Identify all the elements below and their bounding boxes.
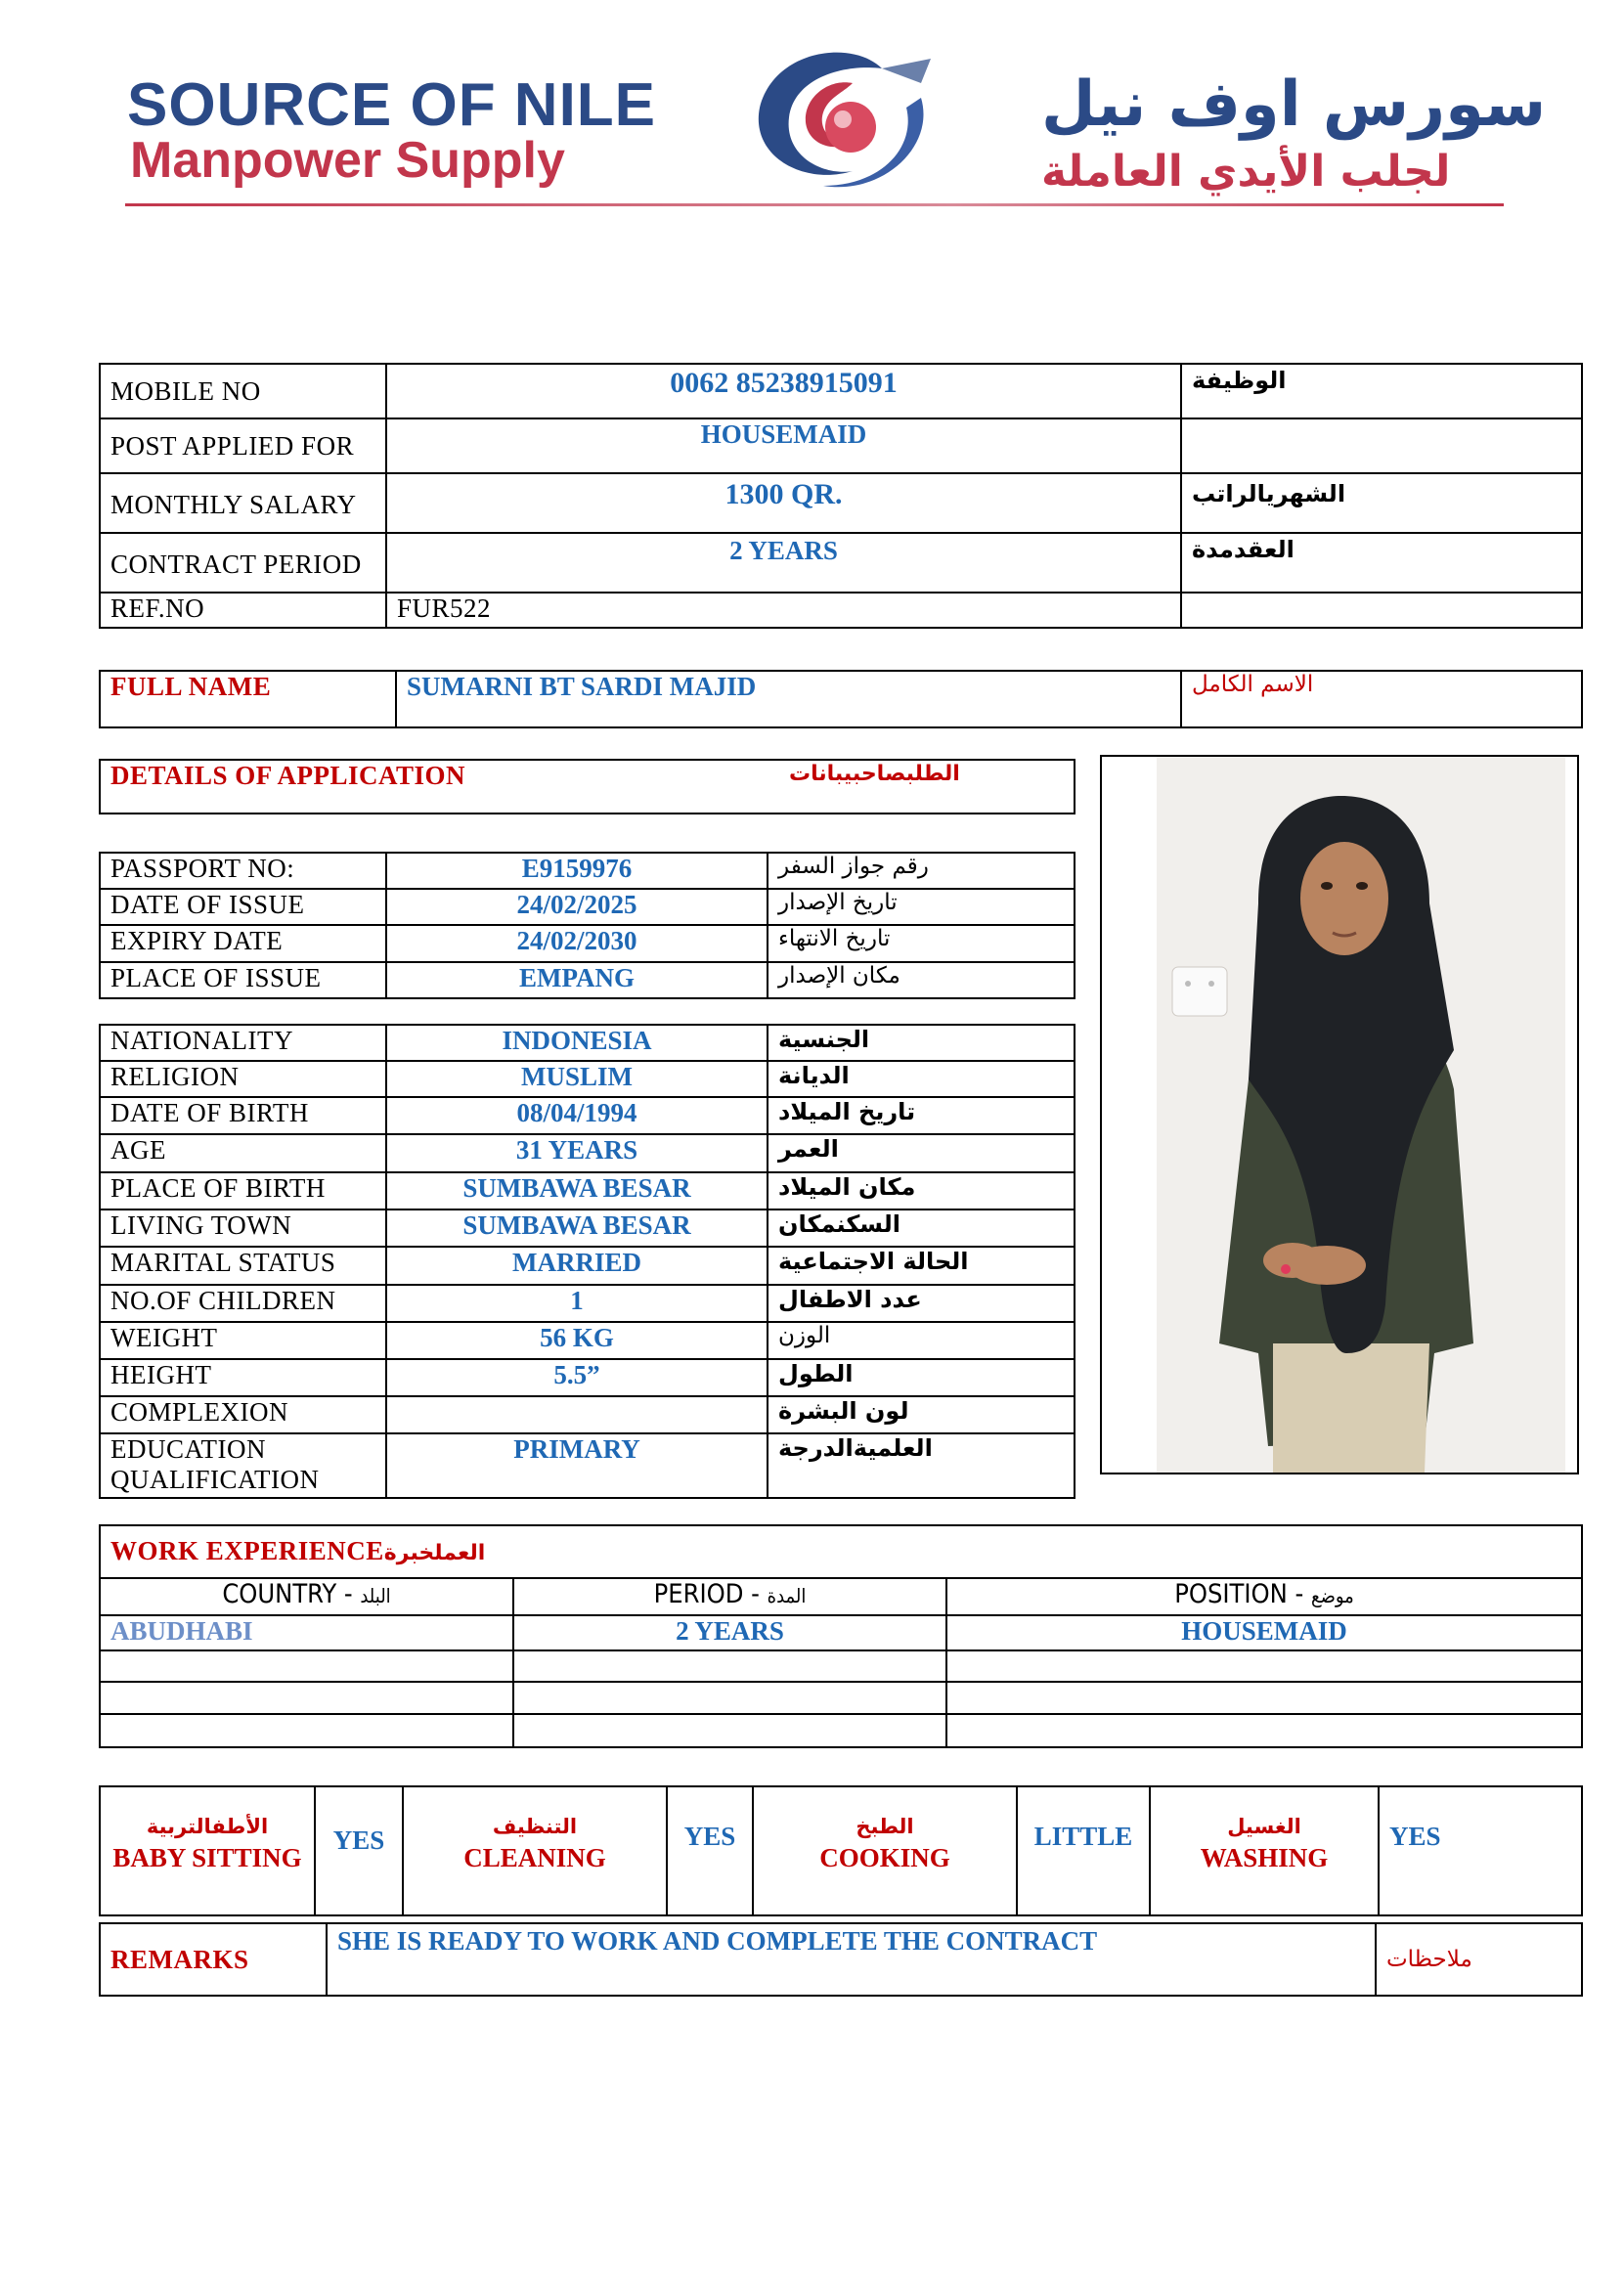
col-period-header: PERIOD - المدة	[513, 1578, 946, 1615]
place-of-issue-ar: مكان الإصدار	[768, 962, 1075, 998]
work-period: 2 YEARS	[513, 1615, 946, 1650]
dob-ar: تاريخ الميلاد	[768, 1097, 1075, 1134]
mobile-ar-label: الوظيفة	[1181, 364, 1582, 418]
education-ar: العلميةالدرجة	[768, 1433, 1075, 1498]
passport-no-value: E9159976	[386, 853, 768, 889]
table-row	[100, 1650, 1582, 1682]
nationality-ar: الجنسية	[768, 1025, 1075, 1061]
nationality-label: NATIONALITY	[100, 1025, 386, 1061]
salary-ar-label: الشهريالراتب	[1181, 473, 1582, 533]
children-label: NO.OF CHILDREN	[100, 1285, 386, 1322]
skill-cleaning-label: CLEANING	[463, 1843, 606, 1872]
table-row	[100, 853, 1075, 889]
company-tagline-en: Manpower Supply	[130, 132, 565, 189]
table-row	[100, 1682, 1582, 1714]
table-row	[100, 1714, 1582, 1747]
contract-label: CONTRACT PERIOD	[100, 533, 386, 593]
table-row	[100, 1247, 1075, 1285]
height-value: 5.5”	[386, 1359, 768, 1396]
mobile-value: 0062 85238915091	[386, 364, 1181, 418]
marital-status-ar: الحالة الاجتماعية	[768, 1247, 1075, 1285]
living-town-value: SUMBAWA BESAR	[386, 1209, 768, 1247]
full-name-ar-label: الاسم الكامل	[1181, 671, 1582, 727]
education-label-line1: EDUCATION	[110, 1434, 266, 1464]
complexion-ar: لون البشرة	[768, 1396, 1075, 1433]
table-row	[100, 962, 1075, 998]
issue-date-value: 24/02/2025	[386, 889, 768, 925]
work-position: HOUSEMAID	[946, 1615, 1582, 1650]
salary-label: MONTHLY SALARY	[100, 473, 386, 533]
table-row	[100, 1172, 1075, 1209]
contract-ar-label: العقدمدة	[1181, 533, 1582, 593]
place-of-birth-value: SUMBAWA BESAR	[386, 1172, 768, 1209]
col-position-header: POSITION - موضع	[946, 1578, 1582, 1615]
table-row	[100, 1433, 1075, 1498]
table-row	[100, 1322, 1075, 1359]
post-value: HOUSEMAID	[386, 418, 1181, 473]
place-of-birth-ar: مكان الميلاد	[768, 1172, 1075, 1209]
skill-cleaning-ar: التنظيف	[492, 1815, 578, 1838]
remarks-table	[99, 1922, 1583, 1997]
full-name-value: SUMARNI BT SARDI MAJID	[396, 671, 1181, 727]
remarks-value: SHE IS READY TO WORK AND COMPLETE THE CONTRACT	[327, 1923, 1376, 1996]
details-title-box: DETAILS OF APPLICATION الطلبصاحبيبانات	[99, 759, 1075, 814]
company-tagline-ar: لجلب الأيدي العاملة	[1041, 147, 1451, 197]
table-row	[100, 1396, 1075, 1433]
weight-label: WEIGHT	[100, 1322, 386, 1359]
skill-cooking-level: LITTLE	[1017, 1786, 1150, 1915]
work-experience-title-ar: العملخبرة	[383, 1541, 486, 1565]
table-row	[100, 889, 1075, 925]
job-info-table	[99, 363, 1583, 629]
contract-value: 2 YEARS	[386, 533, 1181, 593]
work-experience-table	[99, 1524, 1583, 1748]
company-swirl-logo-icon	[735, 39, 941, 196]
skill-washing-label: WASHING	[1200, 1843, 1329, 1872]
ref-label: REF.NO	[100, 593, 386, 628]
age-ar: العمر	[768, 1134, 1075, 1172]
table-row	[100, 1061, 1075, 1097]
remarks-label: REMARKS	[100, 1923, 327, 1996]
skill-cooking-label: COOKING	[819, 1843, 950, 1872]
marital-status-value: MARRIED	[386, 1247, 768, 1285]
table-row	[100, 925, 1075, 962]
personal-details-table	[99, 1024, 1075, 1499]
age-label: AGE	[100, 1134, 386, 1172]
table-row	[100, 1097, 1075, 1134]
place-of-issue-value: EMPANG	[386, 962, 768, 998]
children-ar: عدد الاطفال	[768, 1285, 1075, 1322]
height-ar: الطول	[768, 1359, 1075, 1396]
post-label: POST APPLIED FOR	[100, 418, 386, 473]
salary-value: 1300 QR.	[386, 473, 1181, 533]
living-town-ar: السكنمكان	[768, 1209, 1075, 1247]
full-name-table	[99, 670, 1583, 728]
religion-label: RELIGION	[100, 1061, 386, 1097]
age-value: 31 YEARS	[386, 1134, 768, 1172]
full-name-label: FULL NAME	[100, 671, 396, 727]
table-row	[100, 1025, 1075, 1061]
table-row	[100, 1615, 1582, 1650]
passport-no-ar: رقم جواز السفر	[768, 853, 1075, 889]
expiry-date-label: EXPIRY DATE	[100, 925, 386, 962]
table-row	[100, 1359, 1075, 1396]
complexion-value	[386, 1396, 768, 1433]
issue-date-label: DATE OF ISSUE	[100, 889, 386, 925]
mobile-label: MOBILE NO	[100, 364, 386, 418]
company-name-ar: سورس اوف نيل	[1041, 68, 1547, 141]
issue-date-ar: تاريخ الإصدار	[768, 889, 1075, 925]
skill-babysitting-label: BABY SITTING	[112, 1843, 302, 1872]
skill-washing-ar: الغسيل	[1227, 1815, 1301, 1838]
details-title: DETAILS OF APPLICATION	[110, 761, 466, 790]
work-country: ABUDHABI	[100, 1615, 513, 1650]
applicant-photo	[1102, 757, 1577, 1473]
dob-label: DATE OF BIRTH	[100, 1097, 386, 1134]
living-town-label: LIVING TOWN	[100, 1209, 386, 1247]
dob-value: 08/04/1994	[386, 1097, 768, 1134]
expiry-date-ar: تاريخ الانتهاء	[768, 925, 1075, 962]
skill-babysitting-ar: الأطفالتربية	[146, 1815, 269, 1838]
weight-ar: الوزن	[768, 1322, 1075, 1359]
table-row	[100, 1285, 1075, 1322]
expiry-date-value: 24/02/2030	[386, 925, 768, 962]
marital-status-label: MARITAL STATUS	[100, 1247, 386, 1285]
work-experience-title: WORK EXPERIENCE	[110, 1536, 384, 1565]
skill-babysitting-level: YES	[315, 1786, 403, 1915]
height-label: HEIGHT	[100, 1359, 386, 1396]
place-of-issue-label: PLACE OF ISSUE	[100, 962, 386, 998]
nationality-value: INDONESIA	[386, 1025, 768, 1061]
skills-table	[99, 1785, 1583, 1916]
children-value: 1	[386, 1285, 768, 1322]
complexion-label: COMPLEXION	[100, 1396, 386, 1433]
place-of-birth-label: PLACE OF BIRTH	[100, 1172, 386, 1209]
religion-value: MUSLIM	[386, 1061, 768, 1097]
ref-value: FUR522	[386, 593, 1181, 628]
applicant-photo-frame	[1100, 755, 1579, 1474]
company-name-en: SOURCE OF NILE	[127, 71, 657, 139]
header-divider	[125, 203, 1504, 206]
col-country-header: COUNTRY - البلد	[100, 1578, 513, 1615]
passport-table	[99, 852, 1075, 999]
table-row	[100, 1209, 1075, 1247]
weight-value: 56 KG	[386, 1322, 768, 1359]
remarks-ar-label: ملاحظات	[1376, 1923, 1582, 1996]
passport-no-label: PASSPORT NO:	[100, 853, 386, 889]
education-label-line2: QUALIFICATION	[110, 1465, 320, 1494]
skill-cleaning-level: YES	[667, 1786, 753, 1915]
skill-cooking-ar: الطبخ	[856, 1815, 914, 1838]
education-value: PRIMARY	[386, 1433, 768, 1498]
table-row	[100, 1134, 1075, 1172]
skill-washing-level: YES	[1379, 1786, 1582, 1915]
religion-ar: الديانة	[768, 1061, 1075, 1097]
